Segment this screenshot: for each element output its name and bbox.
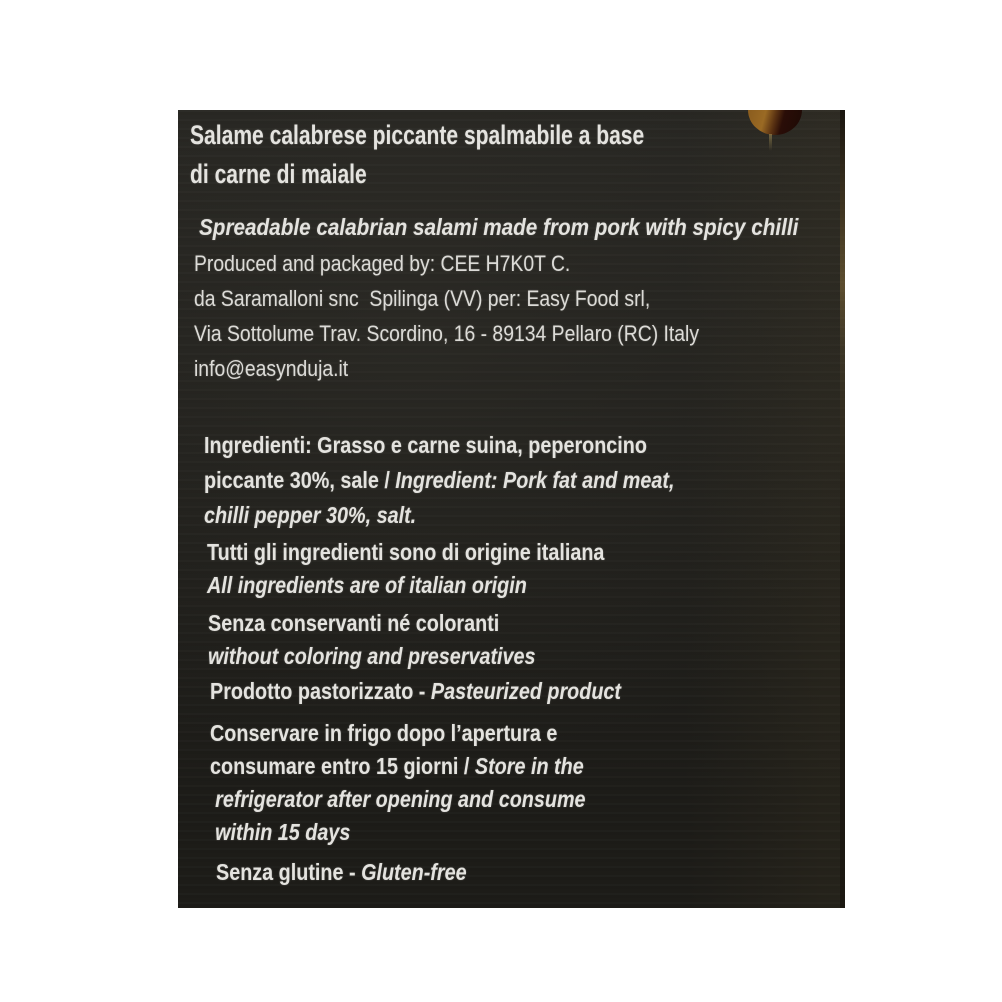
producer-email: info@easynduja.it (194, 356, 349, 381)
preservatives-english: without coloring and preservatives (208, 643, 536, 669)
ingredients-line-3-english: chilli pepper 30%, salt. (204, 502, 417, 528)
pasteurized-section (210, 675, 688, 708)
ingredients-line-2-italian: piccante 30%, sale / (204, 467, 396, 493)
preservatives-italian: Senza conservanti né coloranti (208, 610, 500, 636)
ingredients-line-2 (204, 463, 674, 498)
origin-italian: Tutti gli ingredienti sono di origine italiana (207, 539, 605, 565)
pasteurized-italian: Prodotto pastorizzato - (210, 678, 431, 704)
gluten-free-italian: Senza glutine - (216, 859, 362, 885)
origin-section (207, 536, 669, 602)
origin-english: All ingredients are of italian origin (207, 572, 527, 598)
storage-line-2-italian: consumare entro 15 giorni / (210, 753, 475, 779)
gluten-free-section (216, 856, 507, 889)
gluten-free-english: Gluten-free (361, 859, 467, 885)
storage-line-2-english: Store in the (474, 753, 584, 779)
gluten-free-line (216, 856, 467, 889)
producer-line-2: da Saramalloni snc Spilinga (VV) per: Easy Food srl, (194, 286, 651, 311)
product-label (178, 110, 845, 908)
ingredients-line-2-english: Ingredient: Pork fat and meat, (395, 467, 675, 493)
product-title (190, 116, 772, 194)
storage-line-4-english: within 15 days (215, 819, 351, 845)
title-line-1: Salame calabrese piccante spalmabile a base (190, 120, 645, 150)
title-line-2: di carne di maiale (190, 159, 367, 189)
preservatives-section (208, 607, 589, 673)
subtitle-line: Spreadable calabrian salami made from pork with spicy chilli (199, 214, 799, 240)
pasteurized-line (210, 675, 621, 708)
producer-line-1: Produced and packaged by: CEE H7K0T C. (194, 251, 571, 276)
producer-info (194, 246, 768, 386)
storage-section (210, 717, 647, 849)
producer-address: Via Sottolume Trav. Scordino, 16 - 89134 Pellaro (RC) Italy (194, 321, 700, 346)
storage-line-2 (210, 750, 586, 783)
ingredients-line-1: Ingredienti: Grasso e carne suina, peperoncino (204, 432, 647, 458)
ingredients-section (204, 428, 751, 533)
product-subtitle-english (199, 211, 865, 244)
pasteurized-english: Pasteurized product (430, 678, 622, 704)
storage-line-3-english: refrigerator after opening and consume (215, 786, 586, 812)
storage-line-1: Conservare in frigo dopo l’apertura e (210, 720, 558, 746)
